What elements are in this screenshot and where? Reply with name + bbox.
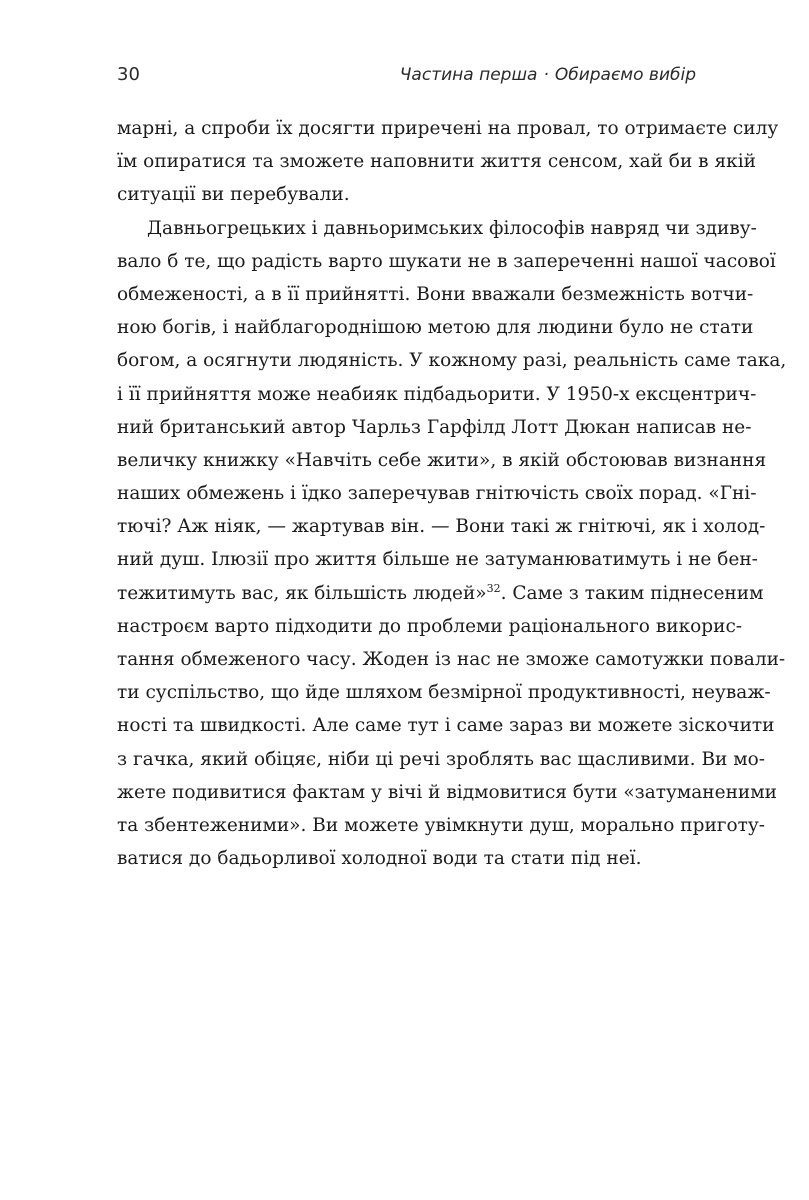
part-title: Частина перша: [399, 65, 538, 85]
text-line: їм опиратися та зможете наповнити життя сенсом, хай би в якій: [117, 151, 756, 173]
text-fragment: . Саме з таким піднесеним: [500, 582, 764, 604]
text-line: тючі? Аж ніяк, — жартував він. — Вони такі ж гнітючі, як і холод-: [117, 516, 766, 538]
body-text: [117, 112, 787, 875]
text-line: богом, а осягнути людяність. У кожному разі, реальність саме така,: [117, 350, 787, 372]
footnote-ref[interactable]: 32: [486, 581, 501, 595]
text-line: настроєм варто підходити до проблеми раціонального викорис-: [117, 615, 743, 637]
text-line: обмеженості, а в її прийнятті. Вони вважали безмежність вотчи-: [117, 283, 754, 305]
text-line: і її прийняття може неабияк підбадьорити. У 1950-х ексцентрич-: [117, 383, 757, 405]
text-line: ною богів, і найблагороднішою метою для людини було не стати: [117, 317, 754, 339]
chapter-title: Обираємо вибір: [554, 65, 696, 85]
text-line: ний душ. Ілюзії про життя більше не затуманюватимуть і не бен-: [117, 549, 758, 571]
text-line: ситуації ви перебували.: [117, 184, 350, 206]
running-head-title: [400, 65, 696, 85]
text-line: величку книжку «Навчіть себе жити», в якій обстоював визнання: [117, 449, 767, 471]
text-line: ності та швидкості. Але саме тут і саме зараз ви можете зіскочити: [117, 715, 775, 737]
header-separator: ·: [543, 65, 549, 85]
text-line: тання обмеженого часу. Жоден із нас не зможе самотужки повали-: [117, 649, 786, 670]
text-line: ний британський автор Чарльз Гарфілд Лотт Дюкан написав не-: [117, 416, 752, 438]
text-line: та збентеженими». Ви можете увімкнути душ, морально приготу-: [117, 814, 765, 836]
text-line: з гачка, який обіцяє, ніби ці речі зроблять вас щасливими. Ви мо-: [117, 748, 766, 770]
text-fragment: тежитимуть вас, як більшість людей»: [117, 582, 487, 604]
text-line: жете подивитися фактам у вічі й відмовитися бути «затуманеними: [117, 781, 777, 803]
text-line: марні, а спроби їх досягти приречені на провал, то отримаєте силу: [117, 118, 779, 139]
text-line: Давньогрецьких і давньоримських філософів навряд чи здиву-: [147, 217, 757, 239]
running-head: [117, 64, 696, 92]
text-line: вало б те, що радість варто шукати не в запереченні нашої часової: [117, 250, 776, 272]
text-line: наших обмежень і їдко заперечував гнітючість своїх порад. «Гні-: [117, 483, 757, 505]
text-line: ватися до бадьорливої холодної води та стати під неї.: [117, 848, 642, 870]
page-number: 30: [117, 64, 140, 85]
text-line-with-footnote: [117, 577, 764, 610]
paragraph-1: [117, 112, 779, 212]
text-line: ти суспільство, що йде шляхом безмірної продуктивності, неуваж-: [117, 682, 771, 704]
paragraph-2: [117, 212, 787, 876]
